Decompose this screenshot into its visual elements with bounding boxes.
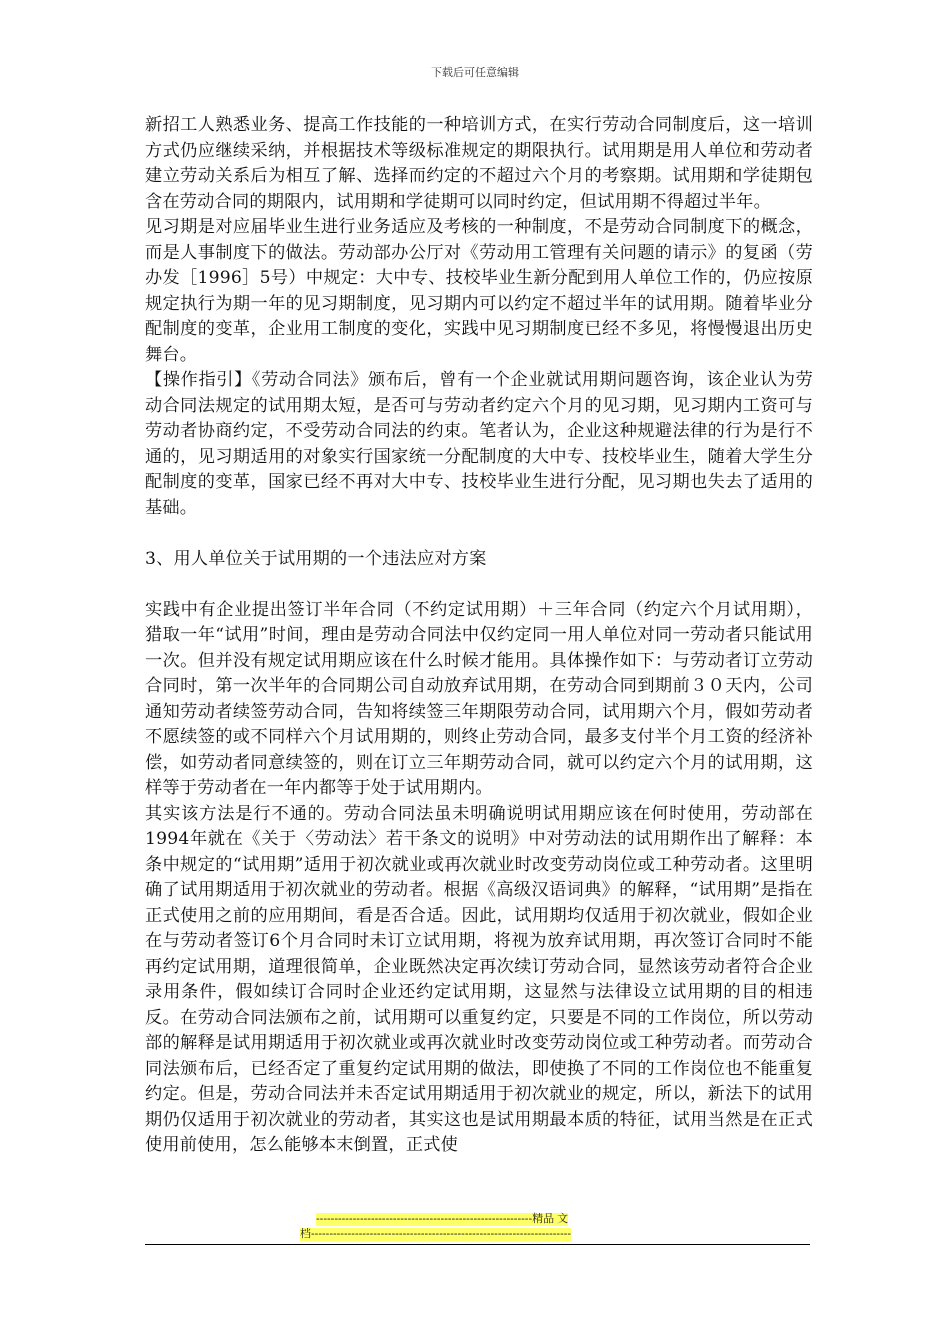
paragraph-probation-definition: 新招工人熟悉业务、提高工作技能的一种培训方式，在实行劳动合同制度后，这一培训方式仍应继续采纳，并根据技术等级标准规定的期限执行。试用期是用人单位和劳动者建立劳动关系后为相互了解、选择而约定的不超过六个月的考察期。试用期和学徒期包含在劳动合同的期限内，试用期和学徒期可以同时约定，但试用期不得超过半年。 <box>145 115 813 212</box>
paragraph-spacer <box>145 572 813 598</box>
document-body <box>145 113 813 1159</box>
paragraph-internship-period: 见习期是对应届毕业生进行业务适应及考核的一种制度，不是劳动合同制度下的概念，而是人事制度下的做法。劳动部办公厅对《劳动用工管理有关问题的请示》的复函（劳办发［1996］5号）中规定：大中专、技校毕业生新分配到用人单位工作的，仍应按原规定执行为期一年的见习期制度，见习期内可以约定不超过半年的试用期。随着毕业分配制度的变革，企业用工制度的变化，实践中见习期制度已经不多见，将慢慢退出历史舞台。 <box>145 217 813 365</box>
section-heading: 3、用人单位关于试用期的一个违法应对方案 <box>145 548 487 569</box>
page-header: 下载后可任意编辑 <box>431 66 519 79</box>
footer-divider <box>145 1244 810 1245</box>
paragraph-spacer <box>145 521 813 547</box>
paragraph-practice-scheme: 实践中有企业提出签订半年合同（不约定试用期）＋三年合同（约定六个月试用期），猎取一年“试用”时间，理由是劳动合同法中仅约定同一用人单位对同一劳动者只能试用一次。但并没有规定试用期应该在什么时候才能用。具体操作如下：与劳动者订立劳动合同时，第一次半年的合同期公司自动放弃试用期，在劳动合同到期前３０天内，公司通知劳动者续签劳动合同，告知将续签三年期限劳动合同，试用期六个月，假如劳动者不愿续签的或不同样六个月试用期的，则终止劳动合同，最多支付半个月工资的经济补偿，如劳动者同意续签的，则在订立三年期劳动合同，就可以约定六个月的试用期，这样等于劳动者在一年内都等于处于试用期内。 <box>145 599 813 798</box>
paragraph-operation-guide: 【操作指引】《劳动合同法》颁布后，曾有一个企业就试用期问题咨询，该企业认为劳动合同法规定的试用期太短，是否可与劳动者约定六个月的见习期，见习期内工资可与劳动者协商约定，不受劳动合同法的约束。笔者认为，企业这种规避法律的行为是行不通的，见习期适用的对象实行国家统一分配制度的大中专、技校毕业生，随着大学生分配制度的变革，国家已经不再对大中专、技校毕业生进行分配，见习期也失去了适用的基础。 <box>145 370 813 518</box>
footer-watermark-line1: -----------------------------------------------------------精品 文 <box>316 1213 569 1225</box>
paragraph-analysis: 其实该方法是行不通的。劳动合同法虽未明确说明试用期应该在何时使用，劳动部在1994年就在《关于〈劳动法〉若干条文的说明》中对劳动法的试用期作出了解释：本条中规定的“试用期”适用于初次就业或再次就业时改变劳动岗位或工种劳动者。这里明确了试用期适用于初次就业的劳动者。根据《高级汉语词典》的解释，“试用期”是指在正式使用之前的应用期间，看是否合适。因此，试用期均仅适用于初次就业，假如企业在与劳动者签订6个月合同时未订立试用期，将视为放弃试用期，再次签订合同时不能再约定试用期，道理很简单，企业既然决定再次续订劳动合同，显然该劳动者符合企业录用条件，假如续订合同时企业还约定试用期，这显然与法律设立试用期的目的相违反。在劳动合同法颁布之前，试用期可以重复约定，只要是不同的工作岗位，所以劳动部的解释是试用期适用于初次就业或再次就业时改变劳动岗位或工种劳动者。而劳动合同法颁布后，已经否定了重复约定试用期的做法，即使换了不同的工作岗位也不能重复约定。但是，劳动合同法并未否定试用期适用于初次就业的规定，所以，新法下的试用期仍仅适用于初次就业的劳动者，其实这也是试用期最本质的特征，试用当然是在正式使用前使用，怎么能够本末倒置，正式使 <box>145 803 813 1155</box>
footer-watermark-line2: 档----------------------------------------------------------------------- <box>300 1228 572 1240</box>
